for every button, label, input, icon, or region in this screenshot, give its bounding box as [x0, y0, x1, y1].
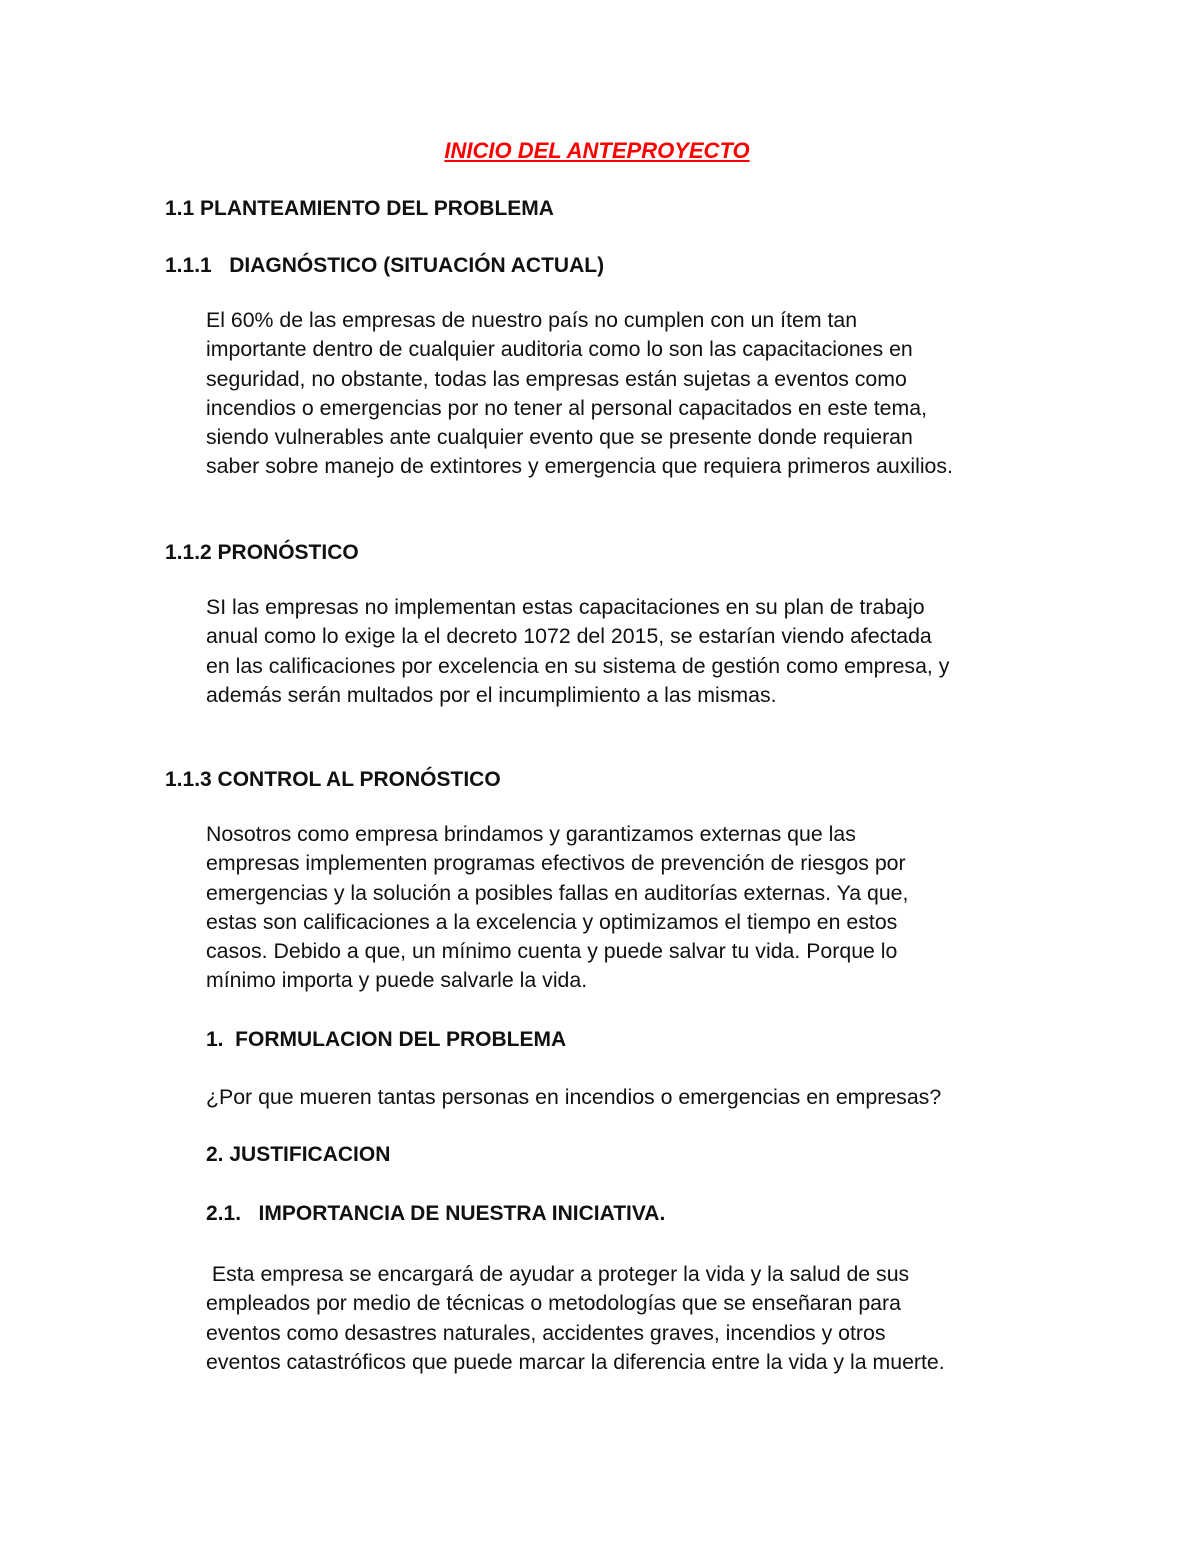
paragraph-control: [206, 820, 1056, 996]
paragraph-line: casos. Debido a que, un mínimo cuenta y puede salvar tu vida. Porque lo: [206, 939, 898, 964]
heading-justificacion: 2. JUSTIFICACION: [206, 1143, 391, 1166]
paragraph-line: saber sobre manejo de extintores y emergencia que requiera primeros auxilios.: [206, 454, 953, 479]
paragraph-line: eventos como desastres naturales, accidentes graves, incendios y otros: [206, 1320, 886, 1345]
paragraph-diagnostico: [206, 306, 1056, 482]
paragraph-line: en las calificaciones por excelencia en su sistema de gestión como empresa, y: [206, 653, 950, 678]
paragraph-line: empleados por medio de técnicas o metodologías que se enseñaran para: [206, 1291, 901, 1316]
paragraph-pronostico: [206, 593, 1056, 710]
heading-pronostico: 1.1.2 PRONÓSTICO: [165, 541, 359, 564]
paragraph-line: importante dentro de cualquier auditoria como lo son las capacitaciones en: [206, 337, 913, 362]
heading-importancia: 2.1. IMPORTANCIA DE NUESTRA INICIATIVA.: [206, 1202, 666, 1225]
paragraph-line: Esta empresa se encargará de ayudar a proteger la vida y la salud de sus: [206, 1262, 910, 1286]
heading-control-pronostico: 1.1.3 CONTROL AL PRONÓSTICO: [165, 768, 501, 791]
paragraph-line: SI las empresas no implementan estas capacitaciones en su plan de trabajo: [206, 595, 925, 619]
formulacion-question: ¿Por que mueren tantas personas en incendios o emergencias en empresas?: [206, 1085, 942, 1109]
paragraph-line: anual como lo exige la el decreto 1072 del 2015, se estarían viendo afectada: [206, 624, 932, 649]
paragraph-line: El 60% de las empresas de nuestro país no cumplen con un ítem tan: [206, 308, 858, 332]
document-title: INICIO DEL ANTEPROYECTO: [444, 138, 750, 163]
paragraph-line: además serán multados por el incumplimiento a las mismas.: [206, 682, 777, 707]
paragraph-line: seguridad, no obstante, todas las empresas están sujetas a eventos como: [206, 366, 907, 391]
paragraph-line: incendios o emergencias por no tener al personal capacitados en este tema,: [206, 395, 927, 420]
paragraph-line: siendo vulnerables ante cualquier evento que se presente donde requieran: [206, 425, 913, 450]
paragraph-line: estas son calificaciones a la excelencia y optimizamos el tiempo en estos: [206, 909, 898, 934]
paragraph-line: Nosotros como empresa brindamos y garantizamos externas que las: [206, 822, 856, 846]
heading-formulacion: 1. FORMULACION DEL PROBLEMA: [206, 1028, 567, 1051]
paragraph-line: emergencias y la solución a posibles fallas en auditorías externas. Ya que,: [206, 880, 909, 905]
paragraph-importancia: [206, 1260, 1056, 1377]
paragraph-line: eventos catastróficos que puede marcar la diferencia entre la vida y la muerte.: [206, 1349, 945, 1374]
heading-diagnostico: 1.1.1 DIAGNÓSTICO (SITUACIÓN ACTUAL): [165, 254, 605, 277]
paragraph-line: empresas implementen programas efectivos de prevención de riesgos por: [206, 851, 906, 876]
heading-planteamiento: 1.1 PLANTEAMIENTO DEL PROBLEMA: [165, 197, 554, 220]
paragraph-line: mínimo importa y puede salvarle la vida.: [206, 968, 588, 993]
